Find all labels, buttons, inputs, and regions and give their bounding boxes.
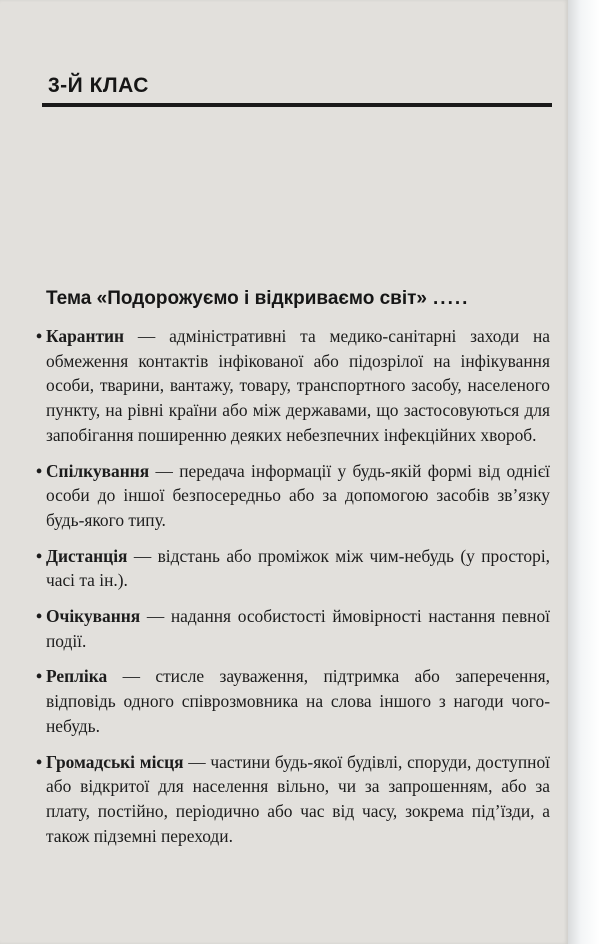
- bullet-icon: •: [36, 545, 43, 566]
- bullet-icon: •: [36, 751, 43, 772]
- glossary-entry-karantyn: [36, 324, 550, 448]
- class-heading: 3-Й КЛАС: [48, 74, 149, 97]
- entry-definition: — стисле зауваження, підтримка або заперечення, відповідь одного співрозмовника на слова іншого з нагоди чого-небудь.: [46, 666, 550, 736]
- bullet-icon: •: [36, 326, 43, 346]
- entry-definition: — частини будь-якої будівлі, споруди, доступної або відкритої для населення вільно, чи за запрошенням, або за плату, постійно, періодично або час від часу, зокрема під’їзди, а також підземні переходи.: [46, 751, 551, 846]
- bullet-icon: •: [36, 666, 43, 687]
- entry-definition: — відстань або проміжок між чим-небудь (у просторі, часі та ін.).: [46, 545, 550, 591]
- entry-definition: — передача інформації у будь-якій формі від однієї особи до іншої безпосередньо або за допомогою засобів зв’язку будь-якого типу.: [46, 460, 550, 530]
- glossary-list: [36, 324, 550, 859]
- glossary-entry-hromadski-mistsia: [36, 750, 550, 849]
- topic-heading: [46, 288, 556, 310]
- entry-term: Очікування: [46, 606, 141, 627]
- glossary-entry-spilkuvannia: [36, 459, 550, 533]
- page-edge: [568, 0, 600, 944]
- bullet-icon: •: [36, 460, 43, 481]
- heading-rule: [42, 103, 552, 107]
- topic-dots: .....: [433, 288, 470, 309]
- topic-title: Тема «Подорожуємо і відкриваємо світ»: [46, 288, 428, 309]
- entry-term: Дистанція: [46, 545, 128, 566]
- glossary-entry-replika: [36, 664, 550, 738]
- bullet-icon: •: [36, 606, 43, 627]
- glossary-entry-dystantsiia: [36, 544, 550, 593]
- entry-definition: — надання особистості ймовірності настання певної події.: [46, 606, 550, 651]
- glossary-entry-ochikuvannia: [36, 604, 550, 653]
- entry-term: Спілкування: [46, 460, 150, 481]
- entry-term: Репліка: [46, 666, 108, 687]
- entry-term: Громадські місця: [46, 751, 184, 772]
- entry-term: Карантин: [46, 326, 125, 346]
- entry-definition: — адміністративні та медико-санітарні заходи на обмеження контактів інфікованої або підозрілої на інфікування особи, тварини, вантажу, товару, транспортного засобу, населеного пункту, на рівні країни або між державами, що застосовуються для запобігання поширенню деяких небезпечних інфекційних хвороб.: [46, 326, 550, 445]
